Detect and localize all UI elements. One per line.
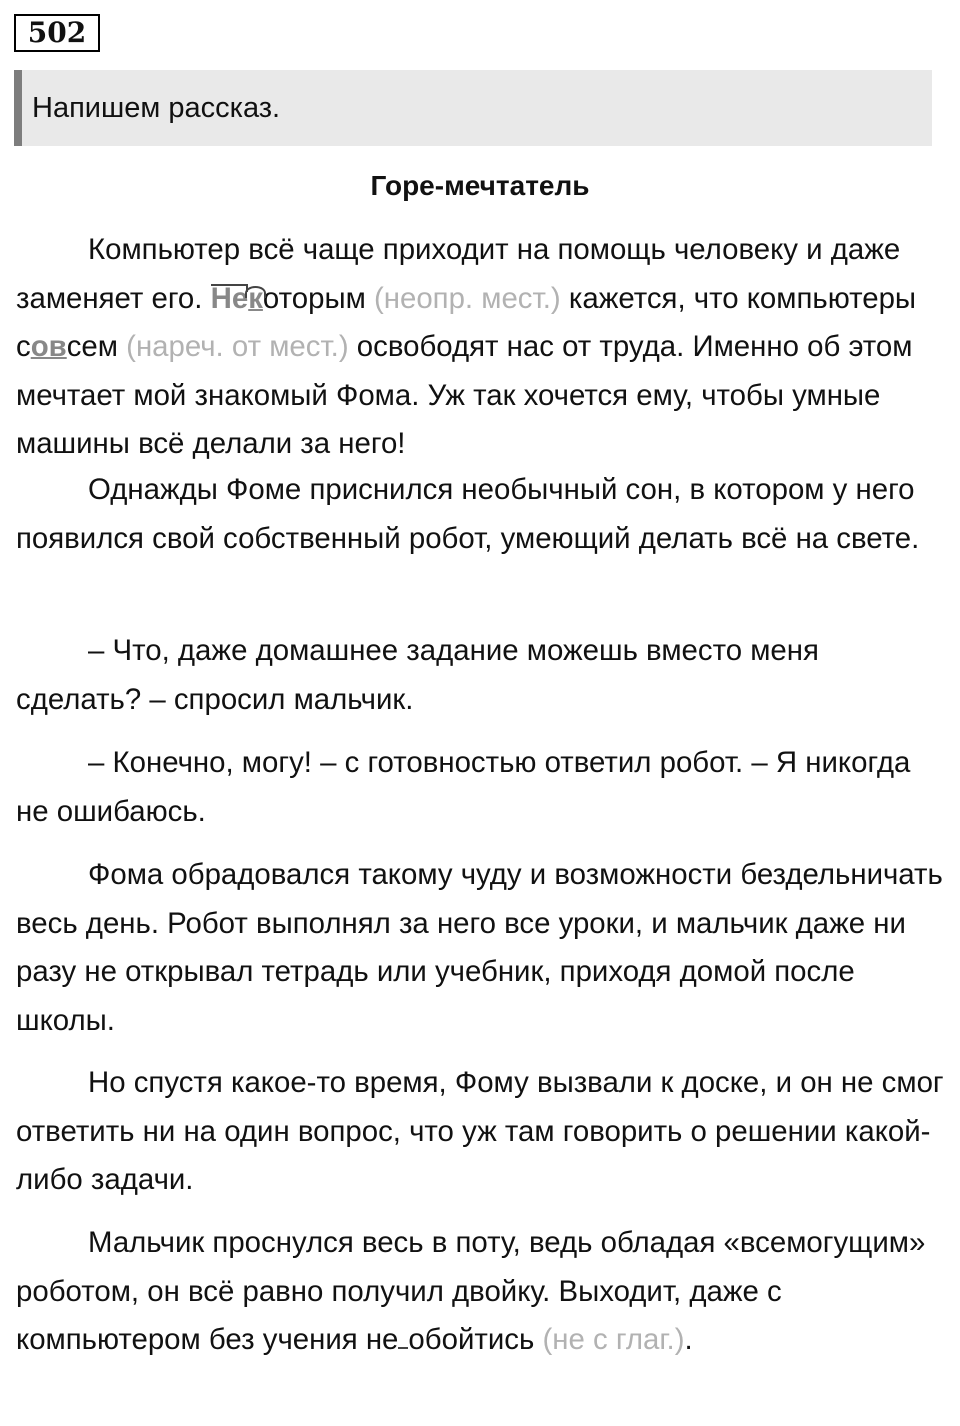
paragraph-text: Мальчик проснулся весь в поту, ведь обладая «всемогущим» роботом, он всё равно получил двойку. Выходит, даже с компьютером без учения не <box>16 1226 926 1356</box>
paragraph-text: – Что, даже домашнее задание можешь вместо меня сделать? – спросил мальчик. <box>16 634 819 716</box>
paragraph-3 <box>16 627 946 724</box>
paragraph-text: Однажды Фоме приснился необычный сон, в котором у него появился свой собственный робот, умеющий делать всё на свете. <box>16 473 920 555</box>
grammar-note: (неопр. мест.) <box>373 281 561 315</box>
task-text: Напишем рассказ. <box>32 92 281 124</box>
story-title: Горе-мечтатель <box>370 170 590 201</box>
paragraph-text: обойтись <box>408 1323 535 1356</box>
paragraph-text: Компьютер всё чаще приходит на помощь человеку и даже заменяет его. <box>16 233 901 315</box>
paragraph-text: Но спустя какое-то время, Фому вызвали к доске, и он не смог ответить ни на один вопрос, что уж там говорить о решении какой-либо задачи. <box>16 1066 944 1196</box>
morpheme-prefix: Не <box>210 281 249 315</box>
paragraph-4 <box>16 739 946 836</box>
separate-spelling-mark <box>398 1327 408 1349</box>
word-ending: оторым <box>262 281 366 315</box>
paragraph-text: Фома обрадовался такому чуду и возможности бездельничать весь день. Робот выполнял за него все уроки, и мальчик даже ни разу не открывал тетрадь или учебник, приходя домой после школы. <box>16 858 943 1037</box>
paragraph-2 <box>16 466 946 563</box>
paragraph-5 <box>16 851 946 1045</box>
paragraph-1 <box>16 226 946 469</box>
grammar-note: (не с глаг.) <box>542 1323 685 1356</box>
word-ending: сем <box>66 330 118 363</box>
paragraph-7 <box>16 1219 946 1365</box>
morpheme-highlight: ов <box>30 330 67 363</box>
task-banner <box>14 70 932 146</box>
paragraph-6 <box>16 1059 946 1205</box>
paragraph-text: освободят нас от труда. Именно об этом мечтает мой знакомый Фома. Уж так хочется ему, чтобы умные машины всё делали за него! <box>16 330 913 460</box>
paragraph-text: – Конечно, могу! – с готовностью ответил робот. – Я никогда не ошибаюсь. <box>16 746 911 828</box>
paragraph-text: . <box>684 1323 693 1356</box>
morpheme-root: к <box>248 281 263 315</box>
exercise-number: 502 <box>14 14 100 52</box>
grammar-note: (нареч. от мест.) <box>126 330 349 363</box>
paragraph-text: кажется, что компьютеры с <box>16 281 917 363</box>
